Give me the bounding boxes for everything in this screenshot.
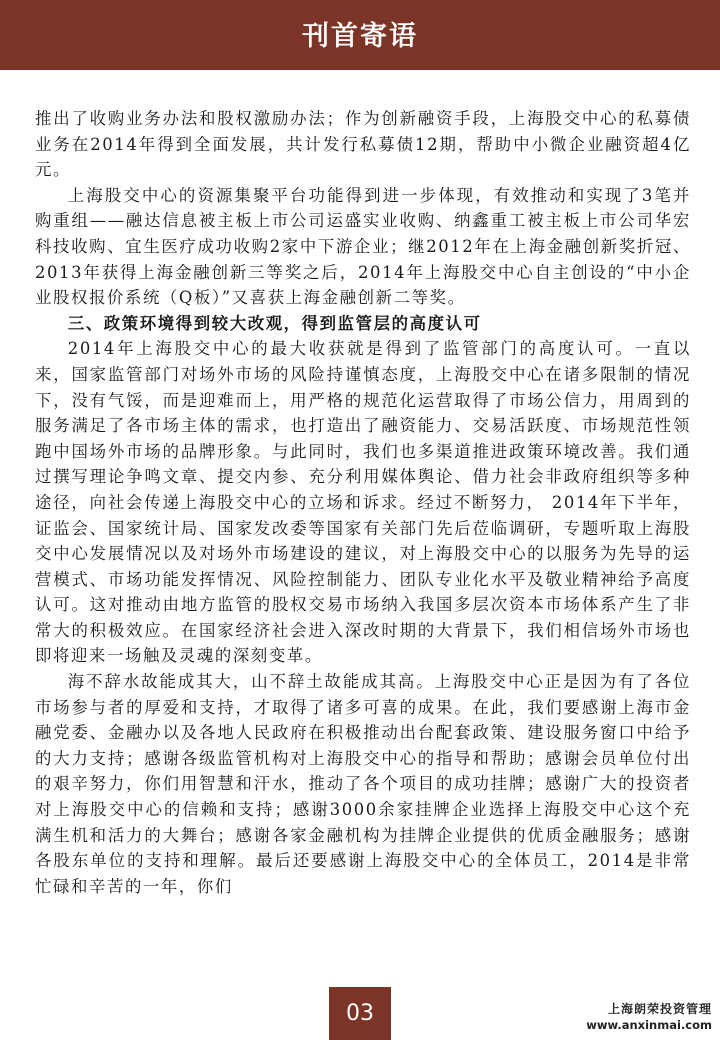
article-body xyxy=(35,106,691,899)
paragraph-acknowledgements: 海不辞水故能成其大，山不辞土故能成其高。上海股交中心正是因为有了各位市场参与者的厚爱和支持，才取得了诸多可喜的成果。在此，我们要感谢上海市金融党委、金融办以及各地人民政府在积极推动出台配套政策、建设服务窗口中给予的大力支持；感谢各级监管机构对上海股交中心的指导和帮助；感谢会员单位付出的艰辛努力，你们用智慧和汗水，推动了各个项目的成功挂牌；感谢广大的投资者对上海股交中心的信赖和支持；感谢3000余家挂牌企业选择上海股交中心这个充满生机和活力的大舞台；感谢各家金融机构为挂牌企业提供的优质金融服务；感谢各股东单位的支持和理解。最后还要感谢上海股交中心的全体员工，2014是非常忙碌和辛苦的一年，你们 xyxy=(35,672,691,896)
paragraph-policy-environment: 2014年上海股交中心的最大收获就是得到了监管部门的高度认可。一直以来，国家监管部门对场外市场的风险持谨慎态度，上海股交中心在诸多限制的情况下，没有气馁，而是迎难而上，用严格的规范化运营取得了市场公信力，用周到的服务满足了各市场主体的需求，也打造出了融资能力、交易活跃度、市场规范性领跑中国场外市场的品牌形象。与此同时，我们也多渠道推进政策环境改善。我们通过撰写理论争鸣文章、提交内参、充分利用媒体舆论、借力社会非政府组织等多种途径，向社会传递上海股交中心的立场和诉求。经过不断努力， 2014年下半年，证监会、国家统计局、国家发改委等国家有关部门先后莅临调研，专题听取上海股交中心发展情况以及对场外市场建设的建议，对上海股交中心的以服务为先导的运营模式、市场功能发挥情况、风险控制能力、团队专业化水平及敬业精神给予高度认可。这对推动由地方监管的股权交易市场纳入我国多层次资本市场体系产生了非常大的积极效应。在国家经济社会进入深改时期的大背景下，我们相信场外市场也即将迎来一场触及灵魂的深刻变革。 xyxy=(35,339,691,666)
footer-company-name: 上海朗荣投资管理 xyxy=(607,1002,712,1016)
paragraph-continuation: 推出了收购业务办法和股权激励办法；作为创新融资手段，上海股交中心的私募债业务在2014年得到全面发展，共计发行私募债12期，帮助中小微企业融资超4亿元。 xyxy=(35,109,691,180)
page-title: 刊首寄语 xyxy=(302,20,418,52)
paragraph-resource-platform: 上海股交中心的资源集聚平台功能得到进一步体现，有效推动和实现了3笔并购重组——融达信息被主板上市公司运盛实业收购、纳鑫重工被主板上市公司华宏科技收购、宜生医疗成功收购2家中下游企业；继2012年在上海金融创新奖折冠、2013年获得上海金融创新三等奖之后，2014年上海股交中心自主创设的“中小企业股权报价系统（Q板）”又喜获上海金融创新二等奖。 xyxy=(35,185,691,308)
section-heading: 三、政策环境得到较大改观，得到监管层的高度认可 xyxy=(67,313,482,333)
footer-website: www.anxinmai.com xyxy=(586,1018,712,1032)
page-header-bar xyxy=(0,0,720,70)
page-number: 03 xyxy=(346,1001,374,1026)
page-number-badge xyxy=(329,987,391,1040)
